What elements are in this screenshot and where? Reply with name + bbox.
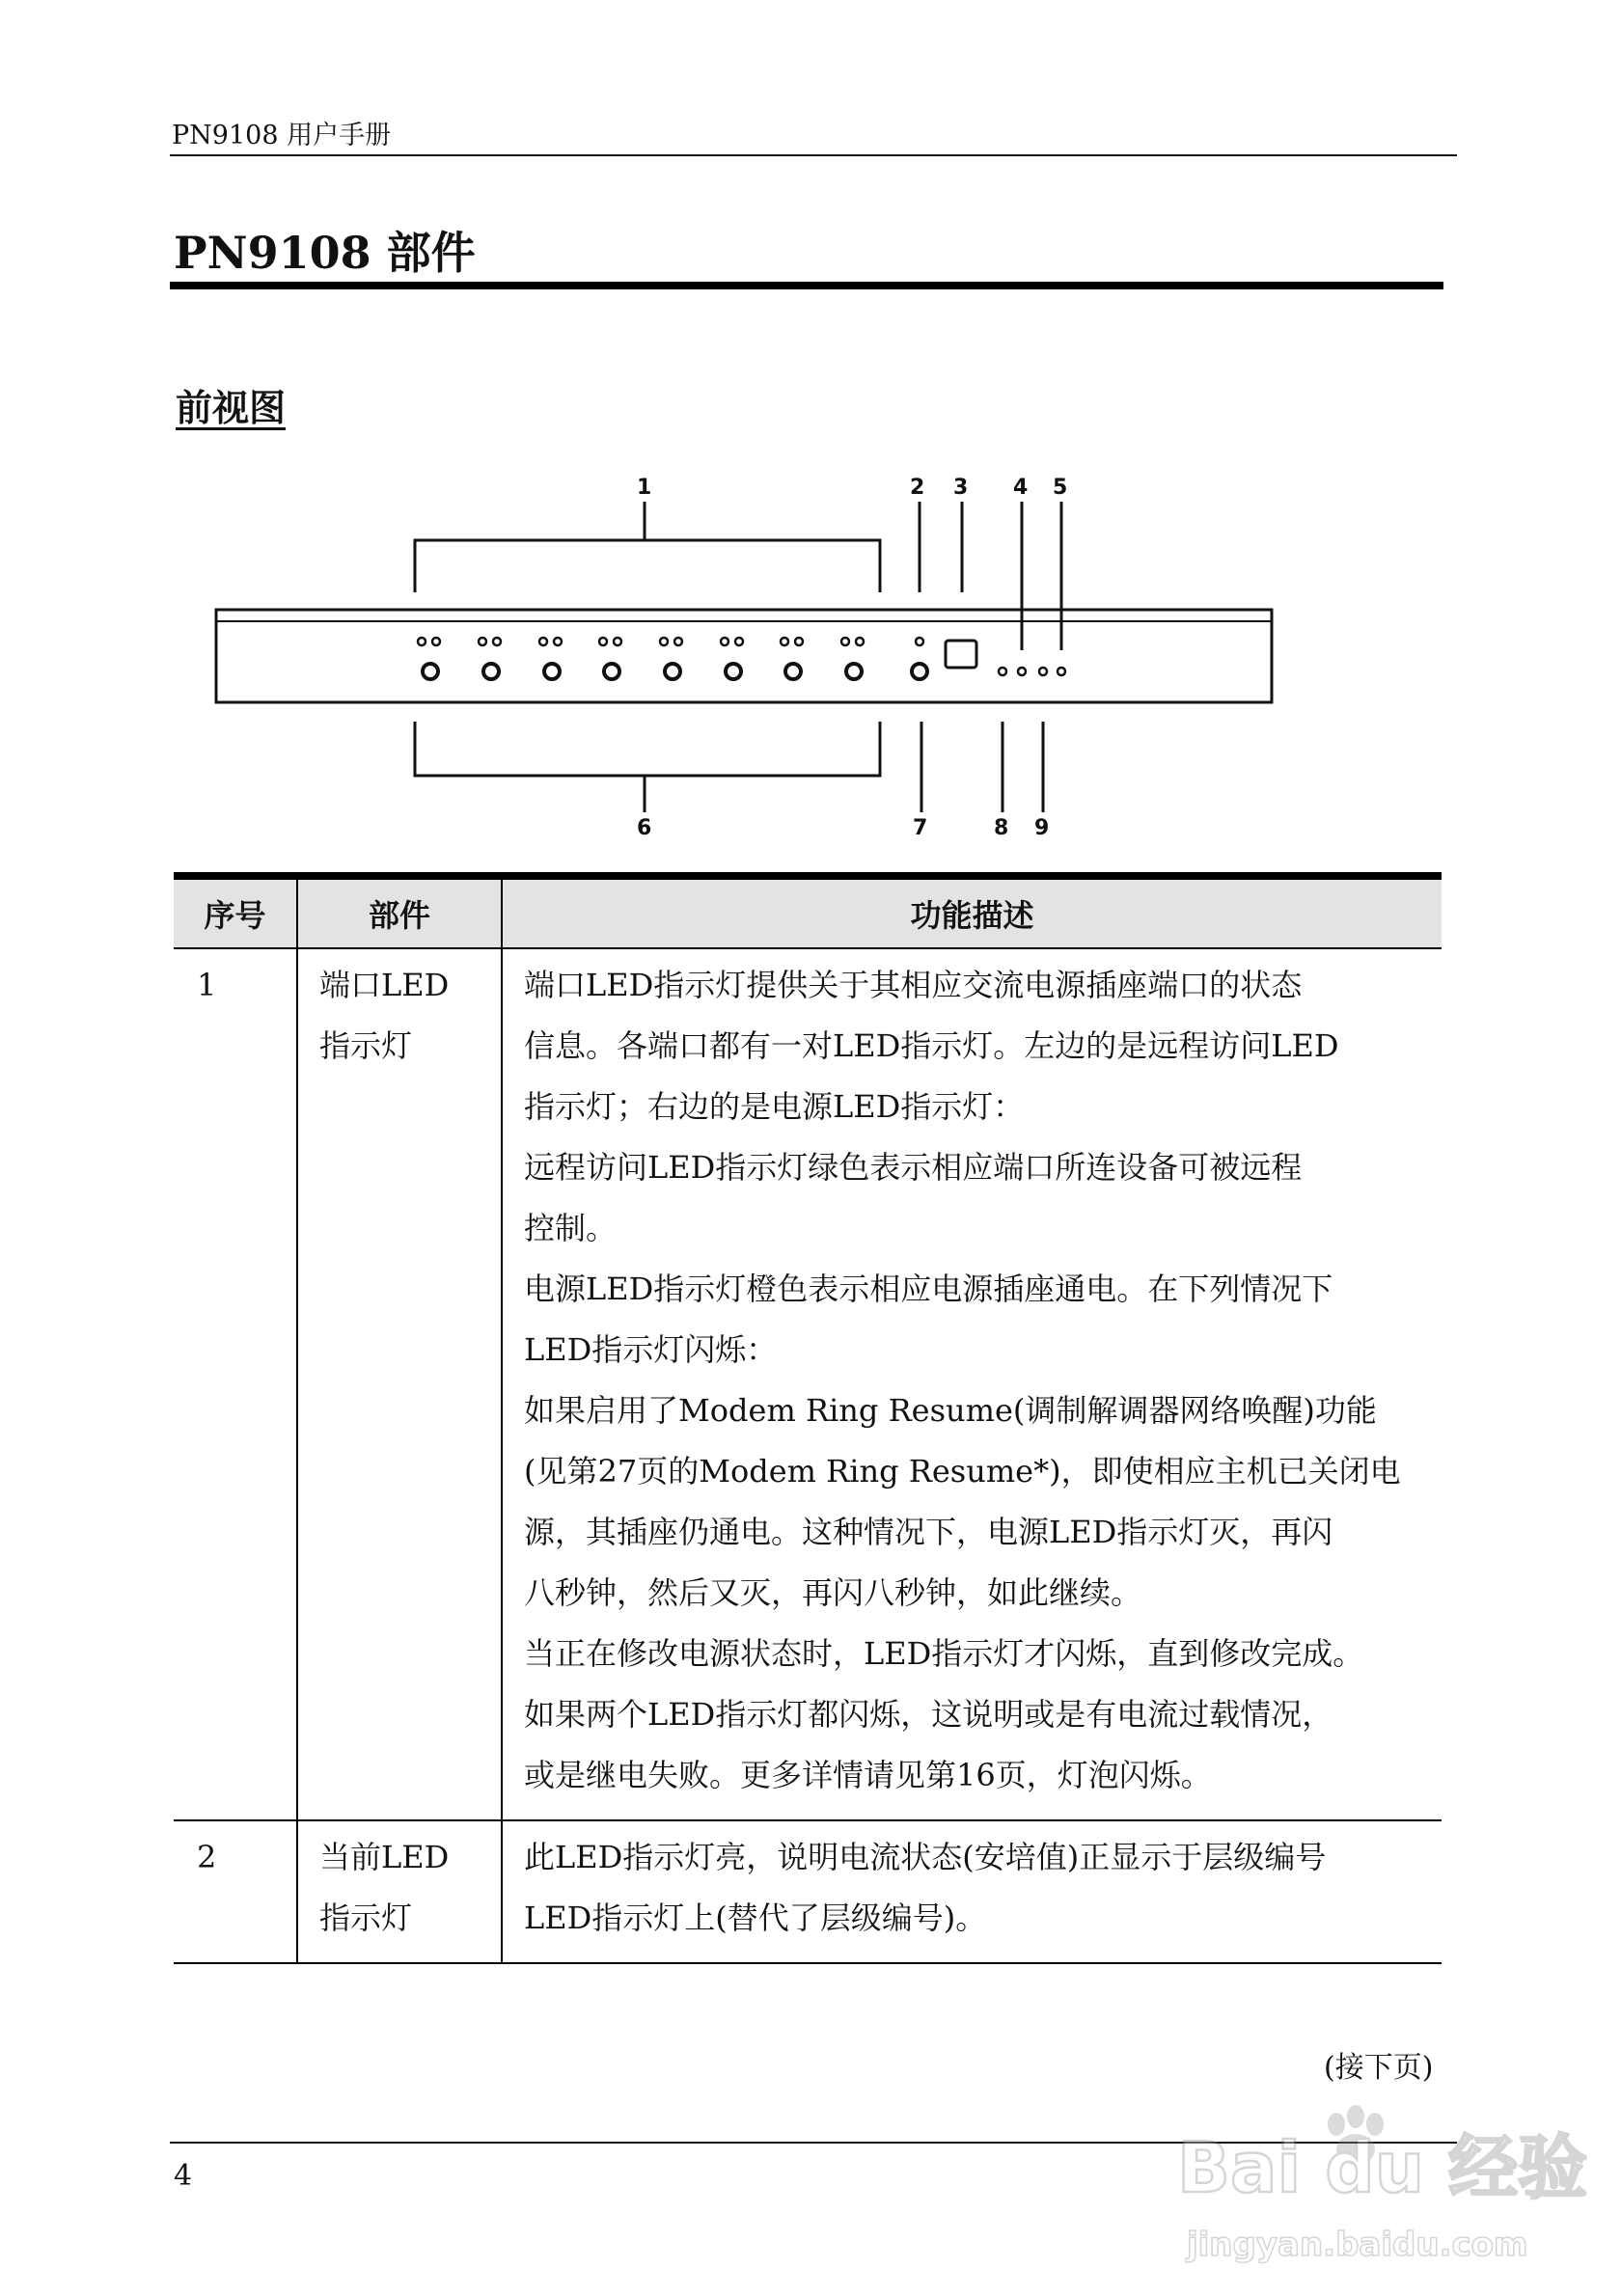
header-num: 序号 [174, 876, 297, 948]
callout-7: 7 [913, 816, 928, 840]
port-buttons [423, 664, 927, 679]
bracket-top [415, 540, 880, 592]
row-part [297, 1820, 502, 1963]
bracket-bottom [415, 722, 880, 776]
desc-line: 指示灯；右边的是电源LED指示灯： [524, 1088, 1025, 1125]
port-led [781, 638, 788, 645]
port-led [479, 638, 486, 645]
part-line: 当前LED [319, 1839, 450, 1875]
row-desc [502, 1820, 1442, 1963]
continued-note: (接下页) [1324, 2051, 1434, 2085]
port-leds [418, 638, 923, 645]
part-line: 端口LED [319, 967, 450, 1003]
port-led [554, 638, 562, 645]
desc-line: 如果两个LED指示灯都闪烁，这说明或是有电流过载情况， [524, 1696, 1333, 1733]
desc-line: 此LED指示灯亮，说明电流状态(安培值)正显示于层级编号 [524, 1839, 1327, 1875]
callout-6: 6 [637, 816, 652, 840]
row-num: 2 [174, 1820, 297, 1963]
table-header-row [174, 876, 1442, 948]
desc-line: 信息。各端口都有一对LED指示灯。左边的是远程访问LED [524, 1027, 1339, 1064]
callout-1: 1 [637, 476, 652, 500]
port-button [846, 664, 862, 679]
port-led [539, 638, 547, 645]
current-led [916, 638, 923, 645]
part-line: 指示灯 [319, 1027, 413, 1064]
callout-9: 9 [1034, 816, 1050, 840]
header-desc: 功能描述 [502, 876, 1442, 948]
callout-3: 3 [953, 476, 969, 500]
desc-line: 如果启用了Modem Ring Resume(调制解调器网络唤醒)功能 [524, 1392, 1377, 1429]
row-part [297, 948, 502, 1820]
callout-8: 8 [994, 816, 1009, 840]
desc-line: 控制。 [524, 1210, 618, 1246]
front-view-diagram [0, 0, 1621, 868]
desc-line: 或是继电失败。更多详情请见第16页，灯泡闪烁。 [524, 1757, 1212, 1793]
desc-line: 源，其插座仍通电。这种情况下，电源LED指示灯灭，再闪 [524, 1514, 1333, 1550]
select-button [912, 664, 927, 679]
callout-4: 4 [1013, 476, 1029, 500]
port-led [599, 638, 607, 645]
status-leds [999, 668, 1065, 675]
desc-line: LED指示灯闪烁： [524, 1331, 778, 1368]
desc-line: LED指示灯上(替代了层级编号)。 [524, 1900, 987, 1936]
port-button [785, 664, 801, 679]
watermark-brand: Bai du 经验 [1177, 2127, 1588, 2208]
port-led [795, 638, 803, 645]
port-led [856, 638, 864, 645]
callout-5: 5 [1053, 476, 1068, 500]
desc-line: (见第27页的Modem Ring Resume*)，即使相应主机已关闭电 [524, 1453, 1401, 1490]
port-button [604, 664, 619, 679]
row-num: 1 [174, 948, 297, 1820]
device-chassis [216, 610, 1272, 702]
status-led [1018, 668, 1026, 675]
port-led [614, 638, 621, 645]
desc-line: 电源LED指示灯橙色表示相应电源插座通电。在下列情况下 [524, 1271, 1333, 1307]
desc-line: 当正在修改电源状态时，LED指示灯才闪烁，直到修改完成。 [524, 1635, 1364, 1672]
status-led [999, 668, 1006, 675]
baidu-watermark [1158, 2084, 1588, 2277]
callout-2: 2 [910, 476, 925, 500]
part-line: 指示灯 [319, 1900, 413, 1936]
port-led [432, 638, 440, 645]
port-led [660, 638, 668, 645]
desc-line: 八秒钟，然后又灭，再闪八秒钟，如此继续。 [524, 1574, 1142, 1611]
port-button [544, 664, 560, 679]
desc-line: 远程访问LED指示灯绿色表示相应端口所连设备可被远程 [524, 1149, 1303, 1186]
components-table [174, 872, 1442, 1964]
status-led [1039, 668, 1047, 675]
port-button [483, 664, 499, 679]
header-part: 部件 [297, 876, 502, 948]
row-desc [502, 948, 1442, 1820]
port-led [841, 638, 849, 645]
port-led [418, 638, 426, 645]
section-title: 前视图 [176, 386, 287, 429]
port-led [735, 638, 743, 645]
desc-line: 端口LED指示灯提供关于其相应交流电源插座端口的状态 [524, 967, 1303, 1003]
table-row [174, 948, 1442, 1820]
port-led [493, 638, 501, 645]
port-led [674, 638, 682, 645]
running-header: PN9108 用户手册 [172, 121, 392, 150]
port-led [721, 638, 728, 645]
watermark-url: jingyan.baidu.com [1187, 2226, 1528, 2264]
port-button [665, 664, 680, 679]
page-title: PN9108 部件 [174, 227, 476, 279]
bank-display [946, 641, 976, 668]
status-led [1058, 668, 1065, 675]
page-number: 4 [174, 2159, 193, 2193]
port-button [423, 664, 438, 679]
table-row [174, 1820, 1442, 1963]
port-button [726, 664, 741, 679]
